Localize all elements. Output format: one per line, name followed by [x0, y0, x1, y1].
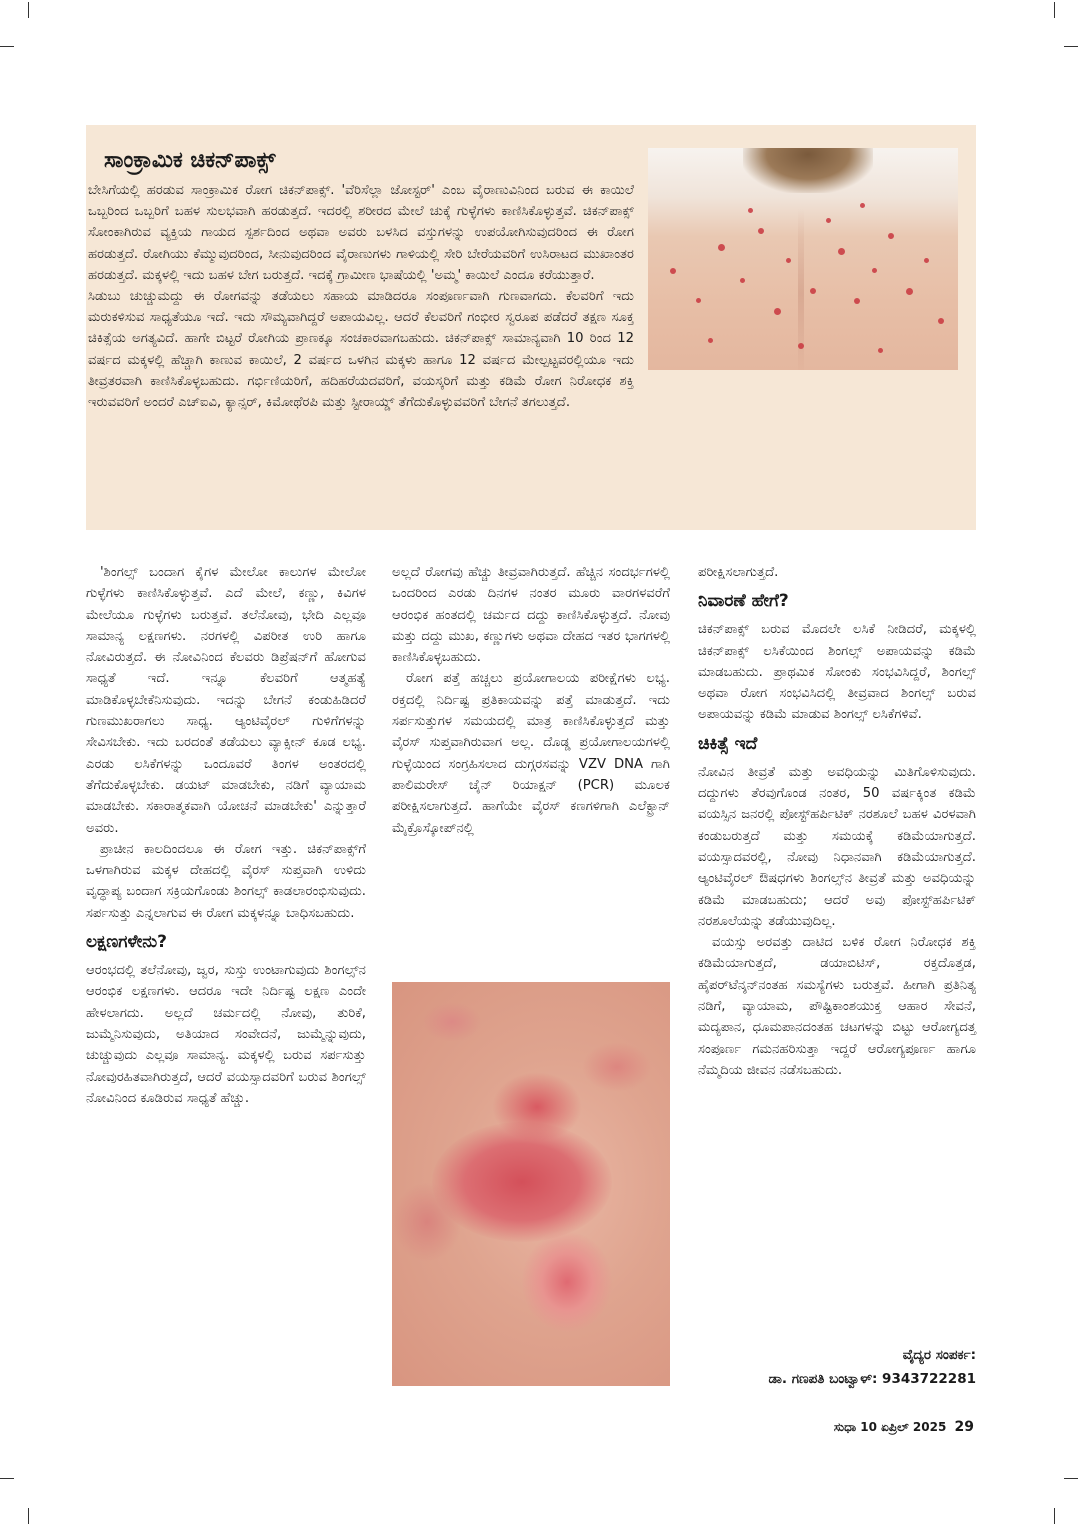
column-1-paragraph-1: 'ಶಿಂಗಲ್ಸ್ ಬಂದಾಗ ಕೈಗಳ ಮೇಲೋ ಕಾಲುಗಳ ಮೇಲೋ ಗುಳ್ಳೆಗಳು ಕಾಣಿಸಿಕೊಳ್ಳುತ್ತವೆ. ಎದೆ ಮೇಲೆ, ಕಣ್ಣು, ಕಿವಿಗಳ ಮೇಲೆಯೂ ಗುಳ್ಳೆಗಳು ಬರುತ್ತವೆ. ತಲೆನೋವು, ಭೇದಿ ಎಲ್ಲವೂ ಸಾಮಾನ್ಯ ಲಕ್ಷಣಗಳು. ನರಗಳಲ್ಲಿ ವಿಪರೀತ ಉರಿ ಹಾಗೂ ನೋವಿರುತ್ತದೆ. ಈ ನೋವಿನಿಂದ ಕೆಲವರು ಡಿಪ್ರೆಷನ್‌ಗೆ ಹೋಗುವ ಸಾಧ್ಯತೆ ಇದೆ. ಇನ್ನೂ ಕೆಲವರಿಗೆ ಆತ್ಮಹತ್ಯೆ ಮಾಡಿಕೊಳ್ಳಬೇಕೆನಿಸುವುದು. ಇದನ್ನು ಬೇಗನೆ ಕಂಡುಹಿಡಿದರೆ ಗುಣಮುಖರಾಗಲು ಸಾಧ್ಯ. ಆ್ಯಂಟಿವೈರಲ್ ಗುಳಿಗೆಗಳನ್ನು ಸೇವಿಸಬೇಕು. ಇದು ಬರದಂತೆ ತಡೆಯಲು ವ್ಯಾಕ್ಸೀನ್ ಕೂಡ ಲಭ್ಯ. ಎರಡು ಲಸಿಕೆಗಳನ್ನು ಒಂದೂವರೆ ತಿಂಗಳ ಅಂತರದಲ್ಲಿ ತೆಗೆದುಕೊಳ್ಳಬೇಕು. ಡಯಟ್ ಮಾಡಬೇಕು, ನಡಿಗೆ ವ್ಯಾಯಾಮ ಮಾಡಬೇಕು. ಸಕಾರಾತ್ಮಕವಾಗಿ ಯೋಚನೆ ಮಾಡಬೇಕು' ಎನ್ನುತ್ತಾರೆ ಅವರು. — [86, 565, 366, 836]
crop-mark — [1054, 1508, 1055, 1524]
rash-blotch — [522, 1232, 612, 1332]
skin-rash-closeup-photo — [392, 982, 670, 1386]
chickenpox-paragraph-2: ಸಿಡುಬು ಚುಚ್ಚುಮದ್ದು ಈ ರೋಗವನ್ನು ತಡೆಯಲು ಸಹಾಯ ಮಾಡಿದರೂ ಸಂಪೂರ್ಣವಾಗಿ ಗುಣವಾಗದು. ಕೆಲವರಿಗೆ ಇದು ಮರುಕಳಿಸುವ ಸಾಧ್ಯತೆಯೂ ಇದೆ. ಇದು ಸೌಮ್ಯವಾಗಿದ್ದರೆ ಅಪಾಯವಿಲ್ಲ. ಆದರೆ ಕೆಲವರಿಗೆ ಗಂಭೀರ ಸ್ವರೂಪ ಪಡೆದರೆ ತಕ್ಷಣ ಸೂಕ್ತ ಚಿಕಿತ್ಸೆಯ ಅಗತ್ಯವಿದೆ. ಹಾಗೇ ಬಿಟ್ಟರೆ ರೋಗಿಯ ಪ್ರಾಣಕ್ಕೂ ಸಂಚಕಾರವಾಗಬಹುದು. ಚಿಕನ್‌ಪಾಕ್ಸ್ ಸಾಮಾನ್ಯವಾಗಿ 10 ರಿಂದ 12 ವರ್ಷದ ಮಕ್ಕಳಲ್ಲಿ ಹೆಚ್ಚಾಗಿ ಕಾಣುವ ಕಾಯಿಲೆ, 2 ವರ್ಷದ ಒಳಗಿನ ಮಕ್ಕಳು ಹಾಗೂ 12 ವರ್ಷದ ಮೇಲ್ಪಟ್ಟವರಲ್ಲಿಯೂ ಇದು ತೀವ್ರತರವಾಗಿ ಕಾಣಿಸಿಕೊಳ್ಳಬಹುದು. ಗರ್ಭಿಣಿಯರಿಗೆ, ಹದಿಹರೆಯದವರಿಗೆ, ವಯಸ್ಕರಿಗೆ ಮತ್ತು ಕಡಿಮೆ ರೋಗ ನಿರೋಧಕ ಶಕ್ತಿ ಇರುವವರಿಗೆ ಅಂದರೆ ಎಚ್‌ಐವಿ, ಕ್ಯಾನ್ಸರ್, ಕಿಮೋಥೆರಪಿ ಮತ್ತು ಸ್ಟೀರಾಯ್ಡ್ ತೆಗೆದುಕೊಳ್ಳುವವರಿಗೆ ಬೇಗನೆ ತಗಲುತ್ತದೆ. — [88, 289, 634, 411]
column-3-paragraph-2: ಚಿಕನ್‌ಪಾಕ್ಸ್ ಬರುವ ಮೊದಲೇ ಲಸಿಕೆ ನೀಡಿದರೆ, ಮಕ್ಕಳಲ್ಲಿ ಚಿಕನ್‌ಪಾಕ್ಸ್ ಲಸಿಕೆಯಿಂದ ಶಿಂಗಲ್ಸ್ ಅಪಾಯವನ್ನು ಕಡಿಮೆ ಮಾಡಬಹುದು. ಪ್ರಾಥಮಿಕ ಸೋಂಕು ಸಂಭವಿಸಿದ್ದರೆ, ಶಿಂಗಲ್ಸ್ ಅಥವಾ ರೋಗ ಸಂಭವಿಸಿದಲ್ಲಿ ತೀವ್ರವಾದ ಶಿಂಗಲ್ಸ್ ಬರುವ ಅಪಾಯವನ್ನು ಕಡಿಮೆ ಮಾಡುವ ಶಿಂಗಲ್ಸ್ ಲಸಿಕೆಗಳಿವೆ. — [698, 622, 976, 723]
crop-mark — [28, 1508, 29, 1524]
prevention-heading: ನಿವಾರಣೆ ಹೇಗೆ? — [698, 591, 789, 612]
doctor-contact-label: ವೈದ್ಯರ ಸಂಪರ್ಕ: — [902, 1347, 976, 1363]
column-1-paragraph-2: ಪ್ರಾಚೀನ ಕಾಲದಿಂದಲೂ ಈ ರೋಗ ಇತ್ತು. ಚಿಕನ್‌ಪಾಕ್ಸ್‌ಗೆ ಒಳಗಾಗಿರುವ ಮಕ್ಕಳ ದೇಹದಲ್ಲಿ ವೈರಸ್ ಸುಪ್ತವಾಗಿ ಉಳಿದು ವೃದ್ಧಾಪ್ಯ ಬಂದಾಗ ಸಕ್ರಿಯಗೊಂಡು ಶಿಂಗಲ್ಸ್ ಕಾಡಲಾರಂಭಿಸುವುದು. ಸರ್ಪಸುತ್ತು ಎನ್ನಲಾಗುವ ಈ ರೋಗ ಮಕ್ಕಳನ್ನೂ ಬಾಧಿಸಬಹುದು. — [86, 841, 366, 921]
column-3-paragraph-3: ನೋವಿನ ತೀವ್ರತೆ ಮತ್ತು ಅವಧಿಯನ್ನು ಮಿತಿಗೊಳಿಸುವುದು. ದದ್ದುಗಳು ತೆರವುಗೊಂಡ ನಂತರ, 50 ವರ್ಷಕ್ಕಿಂತ ಕಡಿಮೆ ವಯಸ್ಸಿನ ಜನರಲ್ಲಿ ಪೋಸ್ಟ್‌ಹರ್ಪಿಟಿಕ್ ನರಶೂಲೆ ಬಹಳ ವಿರಳವಾಗಿ ಕಂಡುಬರುತ್ತದೆ ಮತ್ತು ಸಮಯಕ್ಕೆ ಕಡಿಮೆಯಾಗುತ್ತದೆ. ವಯಸ್ಸಾದವರಲ್ಲಿ, ನೋವು ನಿಧಾನವಾಗಿ ಕಡಿಮೆಯಾಗುತ್ತದೆ. ಆ್ಯಂಟಿವೈರಲ್ ಔಷಧಗಳು ಶಿಂಗಲ್ಸ್‌ನ ತೀವ್ರತೆ ಮತ್ತು ಅವಧಿಯನ್ನು ಕಡಿಮೆ ಮಾಡಬಹುದು; ಆದರೆ ಅವು ಪೋಸ್ಟ್‌ಹರ್ಪಿಟಿಕ್ ನರಶೂಲೆಯನ್ನು ತಡೆಯುವುದಿಲ್ಲ. — [698, 764, 976, 929]
rash-blotch — [582, 1042, 652, 1092]
page-number: 29 — [954, 1419, 974, 1435]
crop-mark — [1064, 1478, 1078, 1479]
photo-wrap-space — [634, 180, 960, 408]
crop-mark — [1054, 2, 1055, 18]
column-2-paragraph-1: ಅಲ್ಲದೆ ರೋಗವು ಹೆಚ್ಚು ತೀವ್ರವಾಗಿರುತ್ತದೆ. ಹೆಚ್ಚಿನ ಸಂದರ್ಭಗಳಲ್ಲಿ ಒಂದರಿಂದ ಎರಡು ದಿನಗಳ ನಂತರ ಮೂರು ವಾರಗಳವರೆಗೆ ಆರಂಭಿಕ ಹಂತದಲ್ಲಿ ಚರ್ಮದ ದದ್ದು ಕಾಣಿಸಿಕೊಳ್ಳುತ್ತದೆ. ನೋವು ಮತ್ತು ದದ್ದು ಮುಖ, ಕಣ್ಣುಗಳು ಅಥವಾ ದೇಹದ ಇತರ ಭಾಗಗಳಲ್ಲಿ ಕಾಣಿಸಿಕೊಳ್ಳಬಹುದು. — [392, 565, 670, 666]
article-column-2 — [392, 562, 670, 839]
column-3-paragraph-1: ಪರೀಕ್ಷಿಸಲಾಗುತ್ತದೆ. — [698, 565, 779, 580]
footer-publication: ಸುಧಾ 10 ಏಪ್ರಿಲ್ 2025 — [833, 1420, 947, 1434]
rash-blotch — [492, 1072, 582, 1142]
rash-blotch — [392, 1182, 462, 1262]
rash-blotch — [422, 1002, 482, 1042]
crop-mark — [0, 1478, 14, 1479]
chickenpox-body — [88, 180, 960, 413]
article-column-3 — [698, 562, 976, 1081]
column-2-paragraph-2: ರೋಗ ಪತ್ತೆ ಹಚ್ಚಲು ಪ್ರಯೋಗಾಲಯ ಪರೀಕ್ಷೆಗಳು ಲಭ್ಯ. ರಕ್ತದಲ್ಲಿ ನಿರ್ದಿಷ್ಟ ಪ್ರತಿಕಾಯವನ್ನು ಪತ್ತೆ ಮಾಡುತ್ತದೆ. ಇದು ಸರ್ಪಸುತ್ತುಗಳ ಸಮಯದಲ್ಲಿ ಮಾತ್ರ ಕಾಣಿಸಿಕೊಳ್ಳುತ್ತದೆ ಮತ್ತು ವೈರಸ್ ಸುಪ್ತವಾಗಿರುವಾಗ ಅಲ್ಲ. ದೊಡ್ಡ ಪ್ರಯೋಗಾಲಯಗಳಲ್ಲಿ ಗುಳ್ಳೆಯಿಂದ ಸಂಗ್ರಹಿಸಲಾದ ದುಗ್ಗರಸವನ್ನು VZV DNA ಗಾಗಿ ಪಾಲಿಮರೇಸ್ ಚೈನ್ ರಿಯಾಕ್ಷನ್ (PCR) ಮೂಲಕ ಪರೀಕ್ಷಿಸಲಾಗುತ್ತದೆ. ಹಾಗೆಯೇ ವೈರಸ್ ಕಣಗಳಿಗಾಗಿ ಎಲೆಕ್ಟ್ರಾನ್ ಮೈಕ್ರೊಸ್ಕೋಪ್‌ನಲ್ಲಿ — [392, 671, 670, 836]
chickenpox-paragraph-1: ಬೇಸಿಗೆಯಲ್ಲಿ ಹರಡುವ ಸಾಂಕ್ರಾಮಿಕ ರೋಗ ಚಿಕನ್‌ಪಾಕ್ಸ್. 'ವೆರಿಸೆಲ್ಲಾ ಜೋಸ್ಟರ್' ಎಂಬ ವೈರಾಣುವಿನಿಂದ ಬರುವ ಈ ಕಾಯಿಲೆ ಒಬ್ಬರಿಂದ ಒಬ್ಬರಿಗೆ ಬಹಳ ಸುಲಭವಾಗಿ ಹರಡುತ್ತದೆ. ಇದರಲ್ಲಿ ಶರೀರದ ಮೇಲೆ ಚುಕ್ಕೆ ಗುಳ್ಳೆಗಳು ಕಾಣಿಸಿಕೊಳ್ಳುತ್ತವೆ. ಚಿಕನ್‌ಪಾಕ್ಸ್ ಸೋಂಕಾಗಿರುವ ವ್ಯಕ್ತಿಯ ಗಾಯದ ಸ್ಪರ್ಶದಿಂದ ಅಥವಾ ಅವರು ಬಳಸಿದ ವಸ್ತುಗಳನ್ನು ಉಪಯೋಗಿಸುವುದರಿಂದ ಈ ರೋಗ ಹರಡುತ್ತದೆ. ರೋಗಿಯು ಕೆಮ್ಮುವುದರಿಂದ, ಸೀನುವುದರಿಂದ ವೈರಾಣುಗಳು ಗಾಳಿಯಲ್ಲಿ ಸೇರಿ ಬೇರೆಯವರಿಗೆ ಉಸಿರಾಟದ ಮುಖಾಂತರ ಹರಡುತ್ತದೆ. ಮಕ್ಕಳಲ್ಲಿ ಇದು ಬಹಳ ಬೇಗ ಬರುತ್ತದೆ. ಇದಕ್ಕೆ ಗ್ರಾಮೀಣ ಭಾಷೆಯಲ್ಲಿ 'ಅಮ್ಮ' ಕಾಯಿಲೆ ಎಂದೂ ಕರೆಯುತ್ತಾರೆ. — [88, 183, 634, 283]
column-3-paragraph-4: ವಯಸ್ಸು ಅರವತ್ತು ದಾಟಿದ ಬಳಿಕ ರೋಗ ನಿರೋಧಕ ಶಕ್ತಿ ಕಡಿಮೆಯಾಗುತ್ತದೆ, ಡಯಾಬಿಟಿಸ್, ರಕ್ತದೊತ್ತಡ, ಹೈಪರ್‌ಟೆನ್ಶನ್‌ನಂತಹ ಸಮಸ್ಯೆಗಳು ಬರುತ್ತವೆ. ಹೀಗಾಗಿ ಪ್ರತಿನಿತ್ಯ ನಡಿಗೆ, ವ್ಯಾಯಾಮ, ಪೌಷ್ಟಿಕಾಂಶಯುಕ್ತ ಆಹಾರ ಸೇವನೆ, ಮದ್ಯಪಾನ, ಧೂಮಪಾನದಂತಹ ಚಟಗಳನ್ನು ಬಿಟ್ಟು ಆರೋಗ್ಯದತ್ತ ಸಂಪೂರ್ಣ ಗಮನಹರಿಸುತ್ತಾ ಇದ್ದರೆ ಆರೋಗ್ಯಪೂರ್ಣ ಹಾಗೂ ನೆಮ್ಮದಿಯ ಜೀವನ ನಡೆಸಬಹುದು. — [698, 935, 976, 1078]
column-1-paragraph-3: ಆರಂಭದಲ್ಲಿ ತಲೆನೋವು, ಜ್ವರ, ಸುಸ್ತು ಉಂಟಾಗುವುದು ಶಿಂಗಲ್ಸ್‌ನ ಆರಂಭಿಕ ಲಕ್ಷಣಗಳು. ಆದರೂ ಇದೇ ನಿರ್ದಿಷ್ಟ ಲಕ್ಷಣ ಎಂದೇ ಹೇಳಲಾಗದು. ಅಲ್ಲದೆ ಚರ್ಮದಲ್ಲಿ ನೋವು, ತುರಿಕೆ, ಜುಮ್ಮೆನಿಸುವುದು, ಅತಿಯಾದ ಸಂವೇದನೆ, ಜುಮ್ಮೆನ್ನುವುದು, ಚುಚ್ಚುವುದು ಎಲ್ಲವೂ ಸಾಮಾನ್ಯ. ಮಕ್ಕಳಲ್ಲಿ ಬರುವ ಸರ್ಪಸುತ್ತು ನೋವುರಹಿತವಾಗಿರುತ್ತದೆ, ಆದರೆ ವಯಸ್ಸಾದವರಿಗೆ ಬರುವ ಶಿಂಗಲ್ಸ್ ನೋವಿನಿಂದ ಕೂಡಿರುವ ಸಾಧ್ಯತೆ ಹೆಚ್ಚು. — [86, 963, 366, 1106]
treatment-heading: ಚಿಕಿತ್ಸೆ ಇದೆ — [698, 733, 758, 754]
symptoms-heading: ಲಕ್ಷಣಗಳೇನು? — [86, 932, 168, 953]
doctor-contact-line: ಡಾ. ಗಣಪತಿ ಬಂಟ್ವಾಳ್: 9343722281 — [768, 1371, 976, 1387]
chickenpox-title: ಸಾಂಕ್ರಾಮಿಕ ಚಿಕನ್‌ಪಾಕ್ಸ್ — [104, 148, 276, 173]
crop-mark — [28, 2, 29, 18]
page-footer — [834, 1419, 974, 1435]
article-column-1 — [86, 562, 366, 1109]
crop-mark — [0, 46, 14, 47]
crop-mark — [1064, 46, 1078, 47]
